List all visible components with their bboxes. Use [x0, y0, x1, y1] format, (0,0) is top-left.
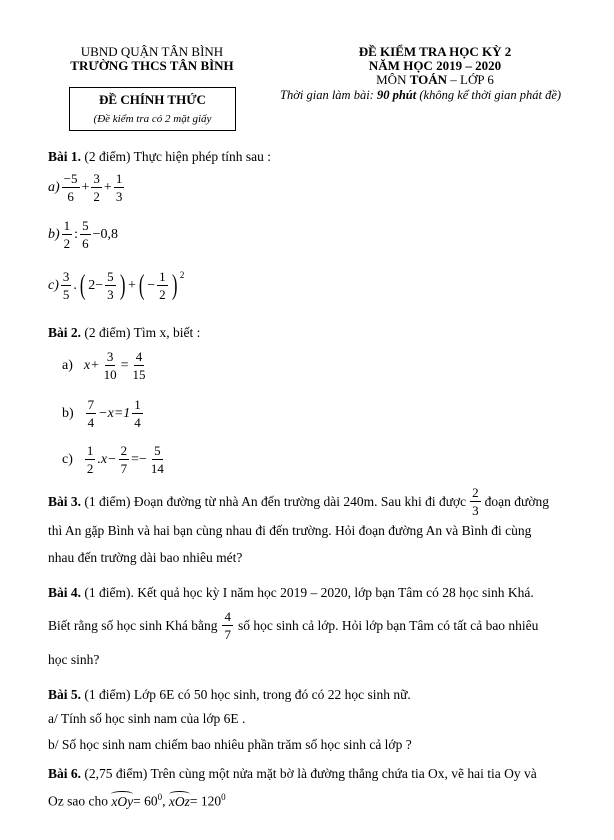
bai5-heading: Bài 5. (1 điểm) Lớp 6E có 50 học sinh, trong đó có 22 học sinh nữ. [48, 687, 411, 702]
exam-title: ĐỀ KIỂM TRA HỌC KỲ 2 [358, 44, 512, 59]
bai6-line1: Bài 6. (2,75 điểm) Trên cùng một nửa mặt bờ là đường thẳng chứa tia Ox, vẽ hai tia Oy và [48, 766, 537, 781]
bai3-line2: thì An gặp Bình và hai bạn cùng nhau đi đến trường. Hỏi đoạn đường An và Bình đi cùng [48, 523, 532, 538]
bai3-line1: Bài 3. (1 điểm) Đoạn đường từ nhà An đến trường dài 240m. Sau khi đi được $\frac{2}{3}$ đoạn đường [48, 485, 549, 518]
angle-xoz: xOz [168, 793, 190, 809]
school-year: NĂM HỌC 2019 – 2020 [368, 58, 502, 73]
bai1-b: b) $\frac{1}{2}$ : $\frac{5}{6}$ −0,8 [48, 218, 118, 251]
bai5-b: b/ Số học sinh nam chiếm bao nhiêu phần trăm số học sinh cả lớp ? [48, 737, 412, 752]
bai1-a: a) $\frac{-5}{6}$ + $\frac{3}{2}$ + $\frac{1}{3}$ [48, 171, 123, 204]
bai2-c: c) $\frac{1}{2}$ .x− $\frac{2}{7}$ =− $\frac{5}{14}$ [62, 443, 164, 476]
school-name: TRƯỜNG THCS TÂN BÌNH [70, 58, 234, 73]
bai3-line3: nhau đến trường dài bao nhiêu mét? [48, 550, 243, 565]
bai1-c: c) $\frac{3}{5}$ . ( 2− $\frac{5}{3}$ ) + ( − $\frac{1}{2}$ ) $^2$ [48, 269, 185, 302]
official-label: ĐỀ CHÍNH THỨC [99, 92, 206, 107]
bai4-line1: Bài 4. (1 điểm). Kết quả học kỳ I năm học 2019 – 2020, lớp bạn Tâm có 28 học sinh Khá. [48, 585, 534, 600]
bai1-heading: Bài 1. (2 điểm) Thực hiện phép tính sau : [48, 149, 272, 164]
bai2-a: a) x+ $\frac{3}{10}$ = $\frac{4}{15}$ [62, 349, 146, 382]
bai4-line3: học sinh? [48, 652, 100, 667]
subject-line: MÔN TOÁN – LỚP 6 [376, 72, 494, 87]
time-line: Thời gian làm bài: 90 phút (không kể thời gian phát đề) [280, 88, 562, 102]
bai2-heading: Bài 2. (2 điểm) Tìm x, biết : [48, 325, 201, 340]
bai5-a: a/ Tính số học sinh nam của lớp 6E . [48, 711, 246, 726]
bai6-line2: Oz sao cho $xOy= 60^0$, $xOz= 120^0$ [48, 792, 226, 809]
pages-note: (Đề kiểm tra có 2 mặt giấy [93, 113, 212, 125]
angle-xoy: xOy [111, 793, 134, 809]
bai4-line2: Biết rằng số học sinh Khá bằng $\frac{4}{7}$ số học sinh cả lớp. Hỏi lớp bạn Tâm có tất cả bao nhiêu [48, 609, 539, 642]
official-stamp-box [69, 87, 236, 131]
bai2-b: b) $\frac{7}{4}$ −x=1 $\frac{1}{4}$ [62, 397, 141, 430]
district-name: UBND QUẬN TÂN BÌNH [80, 44, 224, 59]
